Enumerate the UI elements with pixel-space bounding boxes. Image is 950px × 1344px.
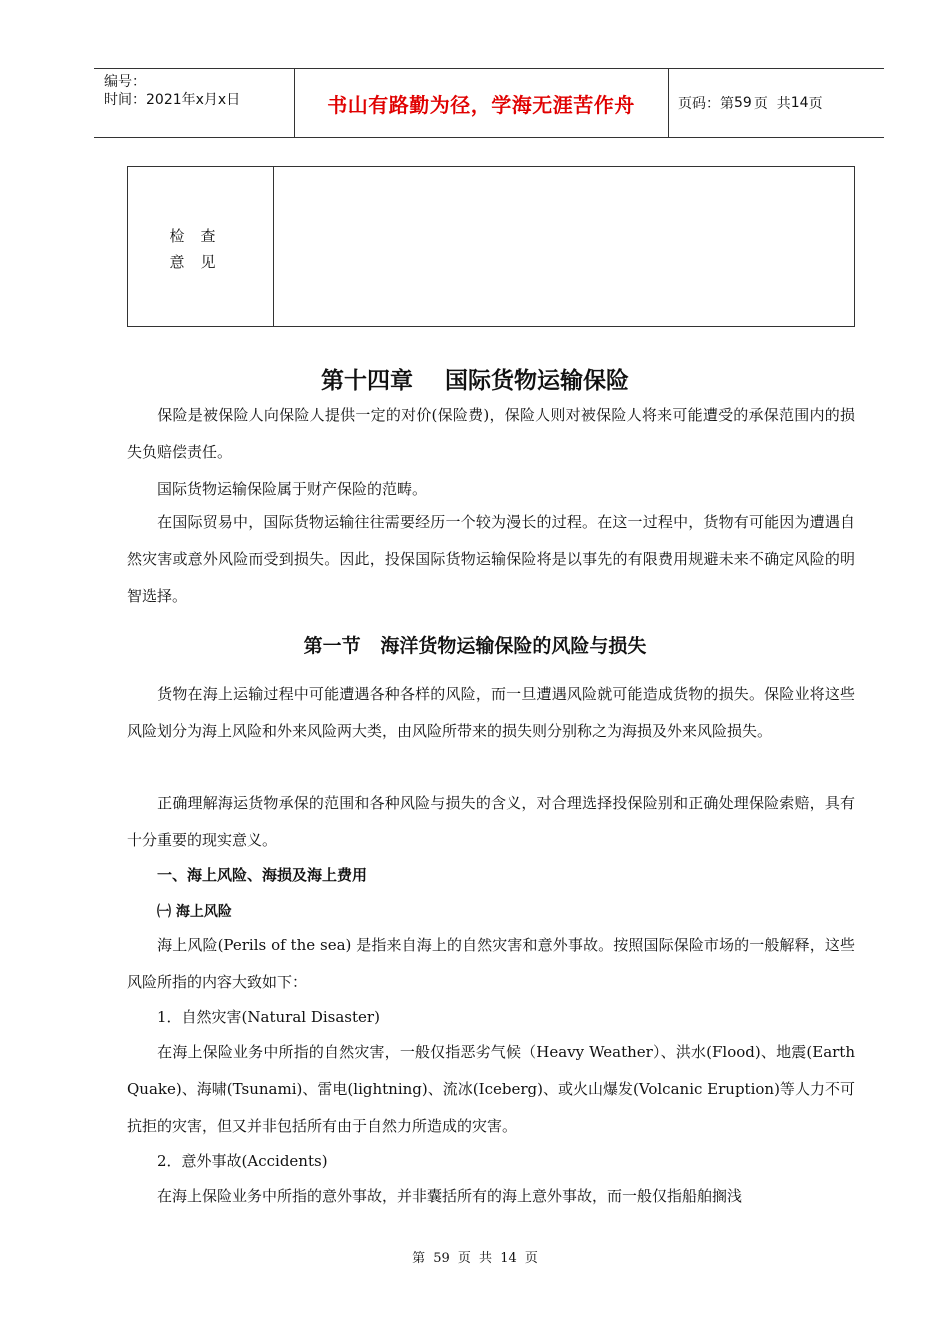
list-item-text: 2．意外事故(Accidents): [157, 1152, 328, 1170]
paragraph-text: 海上风险(Perils of the sea) 是指来自海上的自然灾害和意外事故。按照国际保险市场的一般解释，这些风险所指的内容大致如下：: [127, 936, 855, 991]
footer-prefix: 第: [412, 1251, 426, 1266]
footer-mid: 页 共: [457, 1251, 493, 1266]
heading-level2: [127, 894, 855, 931]
heading-text: ㈠ 海上风险: [157, 904, 232, 920]
table-divider: [273, 167, 274, 326]
paragraph: [127, 1178, 855, 1215]
paragraph-text: 在海上保险业务中所指的意外事故，并非囊括所有的海上意外事故，而一般仅指船舶搁浅: [157, 1187, 743, 1205]
page-footer: [0, 1247, 950, 1266]
footer-total: 14: [500, 1251, 517, 1266]
page-prefix: 页码：第: [678, 96, 734, 112]
chapter-title: 第十四章 国际货物运输保险: [320, 368, 630, 394]
list-item: [127, 999, 855, 1036]
list-item: [127, 1143, 855, 1180]
page-suffix: 页: [808, 96, 823, 112]
header-motto: 书山有路勤为径，学海无涯苦作舟: [327, 92, 635, 117]
page-current: 59: [734, 95, 752, 111]
review-label-line1: 检查: [169, 227, 232, 245]
review-label-line2: 意见: [169, 253, 232, 271]
header-page-number: [678, 69, 823, 137]
code-label: 编号：: [104, 74, 146, 90]
header-divider: [668, 69, 669, 137]
paragraph-text: 货物在海上运输过程中可能遭遇各种各样的风险，而一旦遭遇风险就可能造成货物的损失。保险业将这些风险划分为海上风险和外来风险两大类，由风险所带来的损失则分别称之为海损及外来风险损失。: [127, 685, 855, 740]
paragraph-text: 保险是被保险人向保险人提供一定的对价(保险费)，保险人则对被保险人将来可能遭受的承保范围内的损失负赔偿责任。: [127, 406, 855, 461]
heading-text: 一、海上风险、海损及海上费用: [157, 866, 368, 884]
paragraph: [127, 397, 855, 471]
paragraph: [127, 785, 855, 859]
page-mid: 页 共: [753, 96, 791, 112]
page-total: 14: [790, 95, 809, 111]
footer-current: 59: [433, 1251, 450, 1266]
paragraph: [127, 471, 855, 508]
heading-level1: [127, 857, 855, 894]
paragraph-text: 在国际贸易中，国际货物运输往往需要经历一个较为漫长的过程。在这一过程中，货物有可能因为遭遇自然灾害或意外风险而受到损失。因此，投保国际货物运输保险将是以事先的有限费用规避未来不确定风险的明智选择。: [127, 513, 855, 605]
time-label: 时间：2021年x月x日: [104, 92, 241, 108]
paragraph: [127, 504, 855, 615]
paragraph-text: 国际货物运输保险属于财产保险的范畴。: [157, 480, 428, 498]
paragraph: [127, 1034, 855, 1145]
header-meta: [104, 73, 240, 109]
paragraph-text: 正确理解海运货物承保的范围和各种风险与损失的含义，对合理选择投保险别和正确处理保险索赔，具有十分重要的现实意义。: [127, 794, 855, 849]
review-table: [127, 166, 855, 327]
review-label: [128, 223, 273, 275]
paragraph-text: 在海上保险业务中所指的自然灾害，一般仅指恶劣气候（Heavy Weather）、洪水(Flood)、地震(Earth Quake)、海啸(Tsunami)、雷电(lightning)、流冰(Iceberg)、或火山爆发(Volcanic Eruption)等人力不可抗拒的灾害，但又并非包括所有由于自然力所造成的灾害。: [127, 1043, 855, 1135]
page-header: [94, 68, 884, 138]
paragraph: [127, 676, 855, 750]
paragraph: [127, 927, 855, 1001]
list-item-text: 1．自然灾害(Natural Disaster): [157, 1008, 380, 1026]
footer-suffix: 页: [524, 1251, 538, 1266]
section-title: 第一节 海洋货物运输保险的风险与损失: [303, 635, 647, 657]
